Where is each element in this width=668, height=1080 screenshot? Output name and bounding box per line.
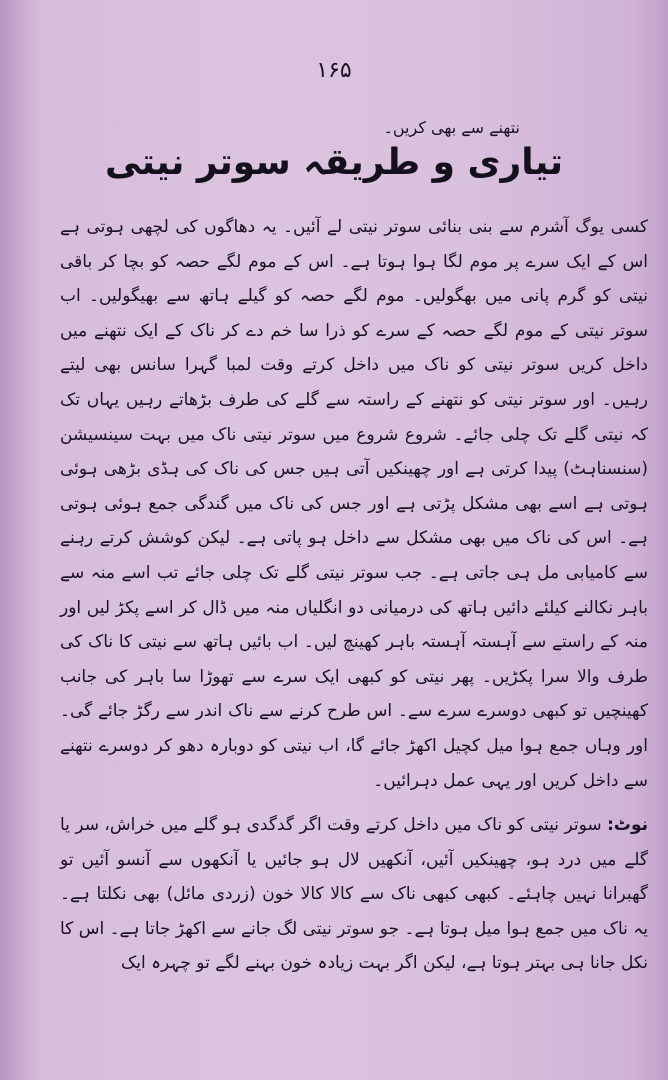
body-text [60, 210, 648, 981]
previous-section-ending: نتھنے سے بھی کریں۔ [383, 118, 520, 137]
note-label: نوٹ: [607, 815, 648, 836]
paragraph-main: کسی یوگ آشرم سے بنی بنائی سوتر نیتی لے آئیں۔ یہ دھاگوں کی لچھی ہوتی ہے اس کے ایک سرے پر موم لگا ہوا ہوتا ہے۔ اس کے موم لگے حصہ کو بچا کر باقی نیتی کو گرم پانی میں بھگولیں۔ موم لگے حصہ کو گیلے ہاتھ سے بھیگولیں۔ اب سوتر نیتی کے موم لگے حصہ کے سرے کو ذرا سا خم دے کر ناک کے ایک نتھنے میں داخل کریں سوتر نیتی کو ناک میں داخل کرتے وقت لمبا گہرا سانس بھی لیتے رہیں۔ اور سوتر نیتی کو نتھنے کے راستہ سے گلے کی طرف بڑھاتے رہیں یہاں تک کہ نیتی گلے تک چلی جائے۔ شروع شروع میں سوتر نیتی ناک میں بہت سینسیشن (سنسناہٹ) پیدا کرتی ہے اور چھینکیں آتی ہیں جس کی ناک کی ہڈی بڑھی ہوئی ہوتی ہے اسے بھی مشکل پڑتی ہے اور جس کی ناک میں گندگی جمع ہوئی ہوتی ہے۔ اس کی ناک میں بھی مشکل سے داخل ہو پاتی ہے۔ لیکن کوشش کرتے رہنے سے کامیابی مل ہی جاتی ہے۔ جب سوتر نیتی گلے تک چلی جائے تب اسے منہ سے باہر نکالنے کیلئے دائیں ہاتھ کی درمیانی دو انگلیاں منہ میں ڈال کر اسے پکڑ لیں اور منہ کے راستے سے آہستہ آہستہ باہر کھینچ لیں۔ اب بائیں ہاتھ سے نیتی کا ناک کی طرف والا سرا پکڑیں۔ پھر نیتی کو کبھی ایک سرے سے تھوڑا سا باہر کی جانب کھینچیں تو کبھی دوسرے سرے سے۔ اس طرح کرنے سے ناک اندر سے رگڑ جائے گی۔ اور وہاں جمع ہوا میل کچیل اکھڑ جائے گا، اب نیتی کو دوبارہ دھو کر دوسرے نتھنے سے داخل کریں اور یہی عمل دہرائیں۔ [60, 217, 648, 791]
note-paragraph [60, 808, 648, 981]
page-number: ۱۶۵ [316, 58, 352, 83]
section-title: تیاری و طریقہ سوتر نیتی [105, 142, 563, 183]
paragraph-spacer [60, 798, 648, 808]
note-text: سوتر نیتی کو ناک میں داخل کرتے وقت اگر گدگدی ہو گلے میں خراش، سر یا گلے میں درد ہو، چھینکیں آئیں، آنکھیں لال ہو جائیں یا آنکھوں سے آنسو آئیں تو گھبرانا نہیں چاہئے۔ کبھی کبھی ناک سے کالا کالا خون (زردی مائل) بھی نکلتا ہے۔ یہ ناک میں جمع ہوا میل ہوتا ہے۔ جو سوتر نیتی لگ جانے سے اکھڑ جاتا ہے۔ اس کا نکل جانا ہی بہتر ہوتا ہے، لیکن اگر بہت زیادہ خون بہنے لگے تو چہرہ ایک [60, 815, 648, 974]
